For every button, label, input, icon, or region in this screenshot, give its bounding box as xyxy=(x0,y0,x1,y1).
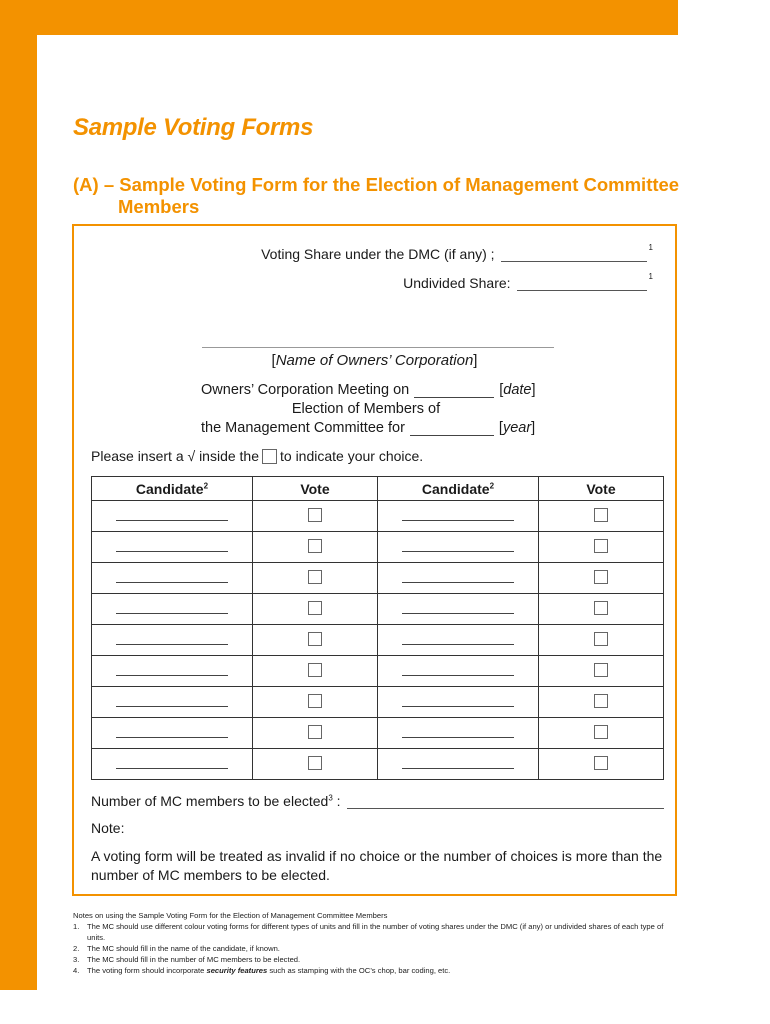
vote-cell-left xyxy=(252,532,377,563)
candidate-cell-left[interactable] xyxy=(92,687,253,718)
footnote-item: 4. The voting form should incorporate security features such as stamping with the OC’s chop, bar coding, etc. xyxy=(73,966,451,975)
section-title-line2: Members xyxy=(118,196,200,217)
vote-checkbox[interactable] xyxy=(594,694,608,708)
candidate-cell-right[interactable] xyxy=(377,563,538,594)
vote-cell-left xyxy=(252,594,377,625)
vote-checkbox[interactable] xyxy=(594,632,608,646)
candidate-name-field[interactable] xyxy=(116,706,228,707)
vote-checkbox[interactable] xyxy=(594,570,608,584)
meeting-date-row xyxy=(201,379,561,398)
vote-cell-left xyxy=(252,563,377,594)
footnote-item: 2. The MC should fill in the name of the candidate, if known. xyxy=(73,944,280,953)
meeting-year-field[interactable] xyxy=(410,422,494,436)
meeting-date-placeholder: date xyxy=(503,382,532,398)
voting-share-row xyxy=(261,243,653,262)
vote-checkbox[interactable] xyxy=(308,756,322,770)
candidate-name-field[interactable] xyxy=(116,768,228,769)
vote-checkbox[interactable] xyxy=(308,508,322,522)
meeting-election-row xyxy=(201,398,561,417)
voting-share-field[interactable] xyxy=(501,247,647,262)
candidate-name-field[interactable] xyxy=(116,613,228,614)
header-candidate-left: Candidate$^2$ xyxy=(92,477,253,501)
vote-cell-right xyxy=(538,718,663,749)
instruction-after: to indicate your choice. xyxy=(280,448,424,464)
vote-cell-right xyxy=(538,687,663,718)
candidate-name-field[interactable] xyxy=(402,520,514,521)
candidate-name-field[interactable] xyxy=(402,768,514,769)
meeting-year-label: the Management Committee for xyxy=(201,420,405,436)
candidate-name-field[interactable] xyxy=(402,644,514,645)
candidate-cell-right[interactable] xyxy=(377,749,538,780)
oc-bracket-open: [ xyxy=(271,352,276,369)
undivided-share-field[interactable] xyxy=(517,276,647,291)
table-row xyxy=(92,687,664,718)
header-vote-left: Vote xyxy=(252,477,377,501)
candidate-cell-right[interactable] xyxy=(377,532,538,563)
mc-count-row xyxy=(91,793,664,809)
vote-cell-right xyxy=(538,656,663,687)
candidate-name-field[interactable] xyxy=(116,644,228,645)
candidate-cell-right[interactable] xyxy=(377,687,538,718)
candidate-cell-left[interactable] xyxy=(92,656,253,687)
vote-checkbox[interactable] xyxy=(594,663,608,677)
mc-count-label: Number of MC members to be elected$^3$ : xyxy=(91,793,341,809)
table-row xyxy=(92,563,664,594)
section-title xyxy=(73,174,693,218)
meeting-details xyxy=(201,379,561,436)
candidate-cell-left[interactable] xyxy=(92,563,253,594)
table-row xyxy=(92,501,664,532)
vote-checkbox[interactable] xyxy=(308,632,322,646)
note-text: A voting form will be treated as invalid if no choice or the number of choices is more than the number of MC members to be elected. xyxy=(91,848,663,883)
vote-checkbox[interactable] xyxy=(308,539,322,553)
vote-checkbox[interactable] xyxy=(308,694,322,708)
vote-cell-right xyxy=(538,749,663,780)
candidate-name-field[interactable] xyxy=(402,582,514,583)
voting-form-box xyxy=(72,224,677,896)
meeting-year-placeholder: year xyxy=(502,420,532,436)
vote-checkbox[interactable] xyxy=(594,508,608,522)
candidate-vote-table xyxy=(91,476,664,780)
vote-checkbox[interactable] xyxy=(594,725,608,739)
candidate-cell-left[interactable] xyxy=(92,718,253,749)
candidate-cell-right[interactable] xyxy=(377,625,538,656)
candidate-name-field[interactable] xyxy=(402,551,514,552)
oc-bracket-close: ] xyxy=(473,352,478,369)
vote-cell-right xyxy=(538,501,663,532)
meeting-date-bracket: [date] xyxy=(499,382,536,398)
voting-share-footnote-ref: 1 xyxy=(648,243,653,252)
vote-cell-right xyxy=(538,532,663,563)
meeting-date-field[interactable] xyxy=(414,384,494,398)
table-row xyxy=(92,749,664,780)
header-vote-right: Vote xyxy=(538,477,663,501)
candidate-cell-left[interactable] xyxy=(92,501,253,532)
candidate-name-field[interactable] xyxy=(116,737,228,738)
undivided-share-footnote-ref: 1 xyxy=(648,272,653,281)
footnotes-list xyxy=(73,921,683,976)
footnote-item: 1. The MC should use different colour voting forms for different types of units and fill in the number of voting shares under the DMC (if any) or undivided shares of each type of units. xyxy=(73,922,664,942)
table-header-row xyxy=(92,477,664,501)
footnote-item: 3. The MC should fill in the number of MC members to be elected. xyxy=(73,955,301,964)
candidate-cell-right[interactable] xyxy=(377,718,538,749)
candidate-cell-right[interactable] xyxy=(377,594,538,625)
meeting-year-row xyxy=(201,417,561,436)
vote-checkbox[interactable] xyxy=(308,725,322,739)
vote-cell-left xyxy=(252,501,377,532)
candidate-name-field[interactable] xyxy=(402,737,514,738)
candidate-name-field[interactable] xyxy=(402,706,514,707)
vote-checkbox[interactable] xyxy=(308,570,322,584)
checkbox-icon xyxy=(262,449,277,464)
vote-cell-left xyxy=(252,656,377,687)
oc-name-label xyxy=(74,352,675,369)
vote-cell-left xyxy=(252,718,377,749)
oc-name-line[interactable] xyxy=(202,347,554,348)
note-label: Note: xyxy=(91,820,125,836)
orange-left-bar xyxy=(0,0,37,990)
undivided-share-row xyxy=(403,272,653,291)
vote-cell-left xyxy=(252,749,377,780)
candidate-cell-left[interactable] xyxy=(92,532,253,563)
vote-checkbox[interactable] xyxy=(594,756,608,770)
footnotes-heading: Notes on using the Sample Voting Form for the Election of Management Committee Members xyxy=(73,911,388,920)
vote-cell-right xyxy=(538,625,663,656)
candidate-name-field[interactable] xyxy=(116,675,228,676)
voting-share-label: Voting Share under the DMC (if any) ; xyxy=(261,246,495,262)
table-body xyxy=(92,501,664,780)
vote-checkbox[interactable] xyxy=(308,601,322,615)
undivided-share-label: Undivided Share: xyxy=(403,275,511,291)
candidate-name-field[interactable] xyxy=(116,520,228,521)
vote-cell-right xyxy=(538,563,663,594)
instruction-before: Please insert a √ inside the xyxy=(91,448,259,464)
mc-count-field[interactable] xyxy=(347,796,664,809)
table-row xyxy=(92,718,664,749)
vote-cell-left xyxy=(252,687,377,718)
candidate-cell-right[interactable] xyxy=(377,501,538,532)
bottom-margin xyxy=(0,990,770,1024)
candidate-cell-left[interactable] xyxy=(92,625,253,656)
footnotes xyxy=(73,910,683,976)
candidate-cell-left[interactable] xyxy=(92,594,253,625)
candidate-cell-right[interactable] xyxy=(377,656,538,687)
header-candidate-right: Candidate$^2$ xyxy=(377,477,538,501)
vote-checkbox[interactable] xyxy=(594,539,608,553)
page-title: Sample Voting Forms xyxy=(73,114,314,141)
oc-name-placeholder: Name of Owners’ Corporation xyxy=(275,352,474,369)
candidate-name-field[interactable] xyxy=(116,582,228,583)
vote-checkbox[interactable] xyxy=(594,601,608,615)
table-row xyxy=(92,594,664,625)
vote-cell-left xyxy=(252,625,377,656)
candidate-cell-left[interactable] xyxy=(92,749,253,780)
orange-top-bar xyxy=(0,0,678,35)
candidate-name-field[interactable] xyxy=(402,613,514,614)
meeting-year-bracket: [year] xyxy=(498,420,536,436)
meeting-date-label: Owners’ Corporation Meeting on xyxy=(201,382,410,398)
vote-checkbox[interactable] xyxy=(308,663,322,677)
vote-cell-right xyxy=(538,594,663,625)
table-row xyxy=(92,625,664,656)
section-title-line1: (A) – Sample Voting Form for the Election of Management Committee xyxy=(73,174,680,195)
candidate-name-field[interactable] xyxy=(402,675,514,676)
instruction-text xyxy=(91,448,423,464)
meeting-election-label: Election of Members of xyxy=(291,401,441,417)
table-row xyxy=(92,532,664,563)
candidate-name-field[interactable] xyxy=(116,551,228,552)
table-row xyxy=(92,656,664,687)
